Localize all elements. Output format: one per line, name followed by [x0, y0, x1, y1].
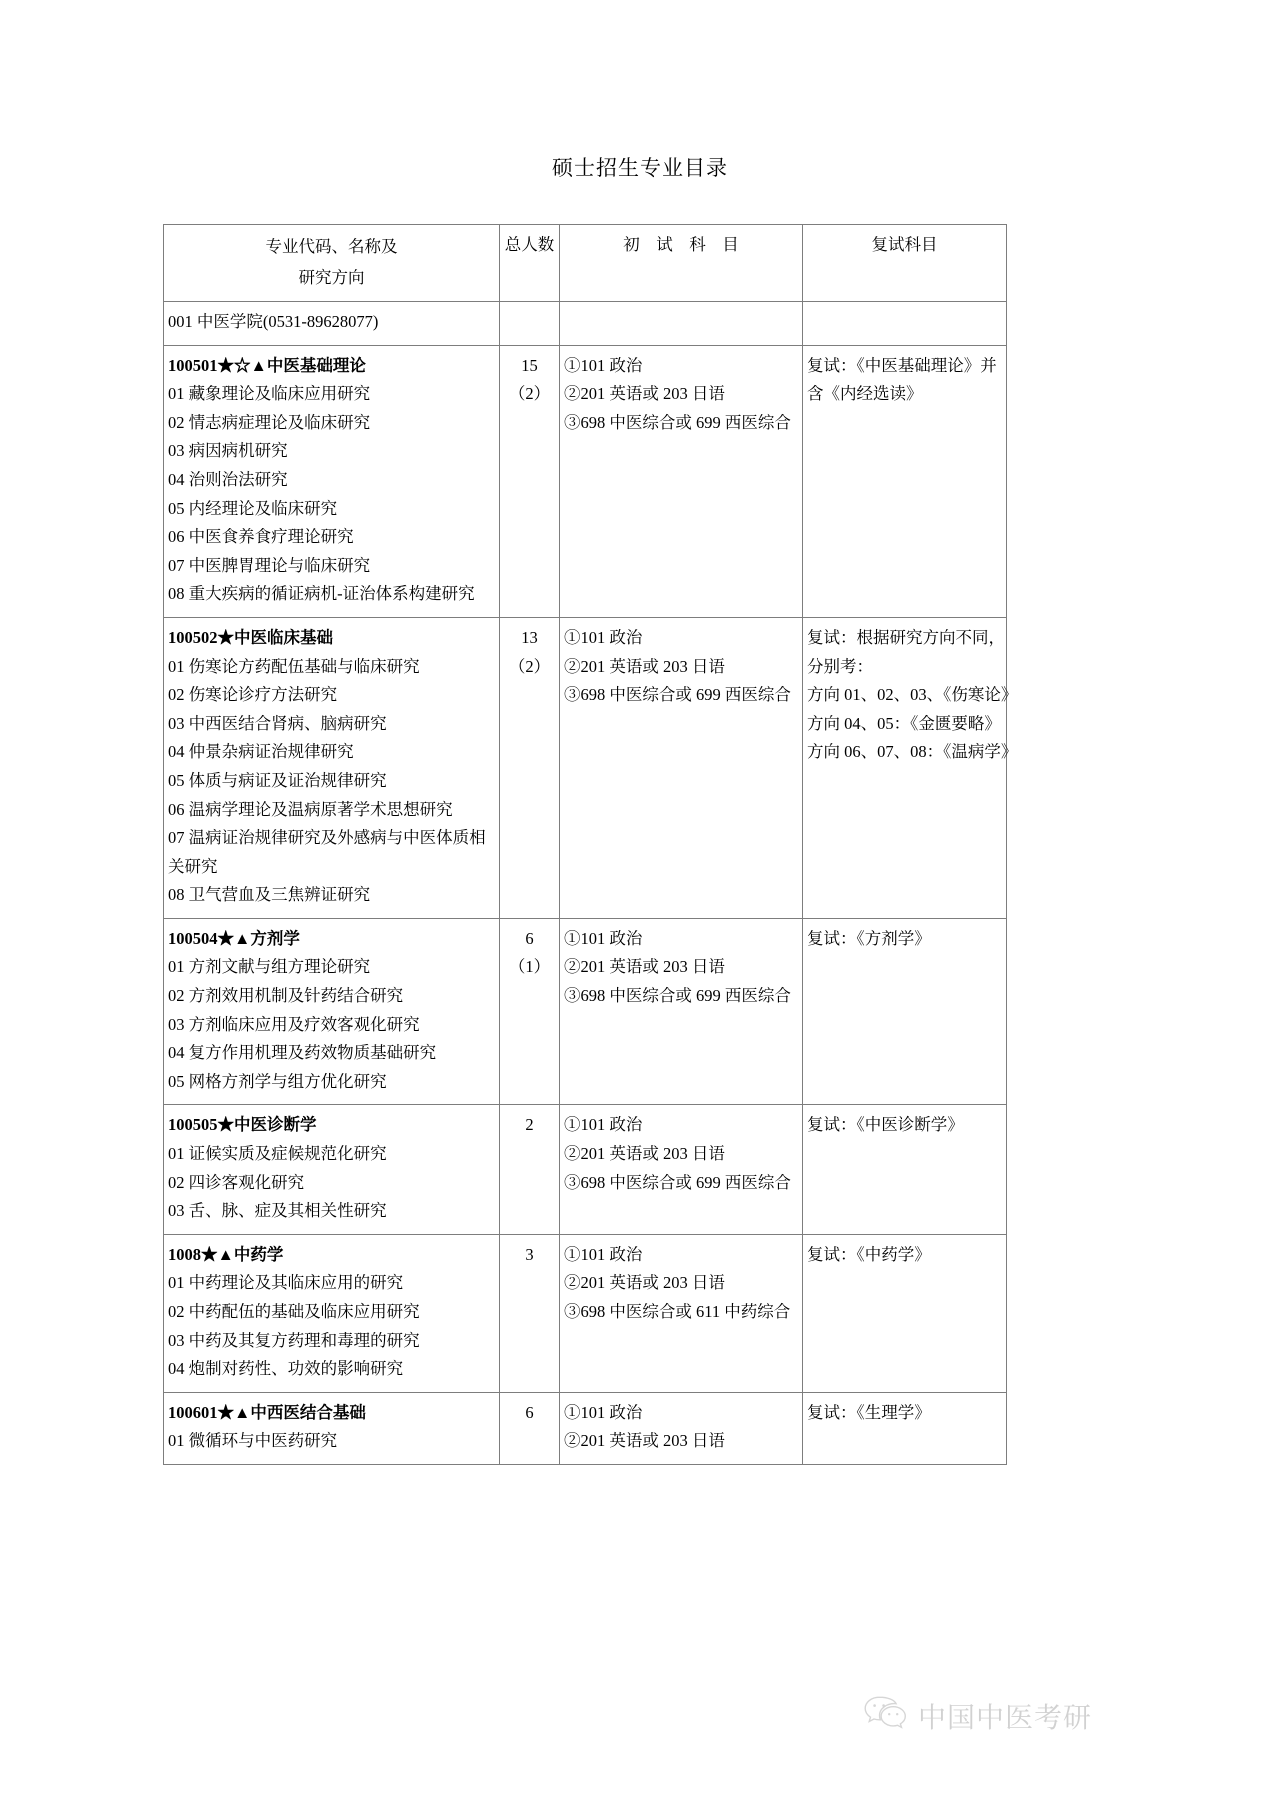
research-direction: 03 中西医结合肾病、脑病研究	[168, 713, 387, 733]
research-direction: 05 内经理论及临床研究	[168, 498, 338, 518]
research-direction: 08 重大疾病的循证病机-证治体系构建研究	[168, 584, 475, 604]
major-cell	[164, 617, 500, 918]
retest-subject: 复试：《方剂学》	[807, 928, 931, 948]
exam-subject: ①101 政治	[564, 627, 643, 647]
research-direction: 02 方剂效用机制及针药结合研究	[168, 986, 404, 1006]
exam-subject: ①101 政治	[564, 928, 643, 948]
major-cell	[164, 1392, 500, 1464]
research-direction: 02 情志病症理论及临床研究	[168, 412, 371, 432]
total-count-value: （2）	[508, 656, 551, 676]
department-row	[164, 302, 1007, 346]
department-retest	[803, 302, 1007, 346]
exam-subjects-cell	[560, 345, 803, 617]
total-count-cell	[500, 1105, 560, 1234]
research-direction: 01 伤寒论方药配伍基础与临床研究	[168, 656, 420, 676]
major-title: 1008★▲中药学	[168, 1244, 284, 1264]
header-major	[164, 225, 500, 302]
research-direction: 03 舌、脉、症及其相关性研究	[168, 1201, 387, 1221]
total-count-cell	[500, 918, 560, 1105]
research-direction: 04 复方作用机理及药效物质基础研究	[168, 1043, 437, 1063]
research-direction: 03 中药及其复方药理和毒理的研究	[168, 1330, 420, 1350]
research-direction: 03 方剂临床应用及疗效客观化研究	[168, 1014, 420, 1034]
total-count-value: 6	[525, 1402, 534, 1422]
exam-subject: ①101 政治	[564, 355, 643, 375]
exam-subjects-cell	[560, 617, 803, 918]
exam-subject: ②201 英语或 203 日语	[564, 1431, 725, 1451]
research-direction: 01 中药理论及其临床应用的研究	[168, 1273, 404, 1293]
retest-subject: 复试：《中医诊断学》	[807, 1115, 964, 1135]
retest-subject: 含《内经选读》	[807, 384, 923, 404]
research-direction: 07 中医脾胃理论与临床研究	[168, 555, 371, 575]
header-count: 总人数	[500, 225, 560, 302]
retest-subjects-cell	[803, 918, 1007, 1105]
total-count-cell	[500, 345, 560, 617]
research-direction: 05 体质与病证及证治规律研究	[168, 770, 387, 790]
research-direction: 01 微循环与中医药研究	[168, 1431, 338, 1451]
table-body	[164, 225, 1018, 1465]
research-direction: 01 方剂文献与组方理论研究	[168, 957, 371, 977]
exam-subject: ①101 政治	[564, 1115, 643, 1135]
research-direction: 06 中医食养食疗理论研究	[168, 527, 354, 547]
exam-subject: ③698 中医综合或 699 西医综合	[564, 1172, 791, 1192]
retest-subjects-cell	[803, 1105, 1007, 1234]
research-direction: 07 温病证治规律研究及外感病与中医体质相关研究	[168, 828, 486, 876]
major-title: 100502★中医临床基础	[168, 627, 333, 647]
research-direction: 04 炮制对药性、功效的影响研究	[168, 1359, 404, 1379]
exam-subject: ①101 政治	[564, 1244, 643, 1264]
research-direction: 06 温病学理论及温病原著学术思想研究	[168, 799, 453, 819]
total-count-value: 15	[521, 355, 538, 375]
exam-subjects-cell	[560, 918, 803, 1105]
total-count-value: （2）	[508, 384, 551, 404]
exam-subjects-cell	[560, 1105, 803, 1234]
total-count-cell	[500, 1234, 560, 1392]
major-cell	[164, 918, 500, 1105]
table-row	[164, 1105, 1007, 1234]
retest-subject: 方向 01、02、03、《伤寒论》	[807, 685, 1018, 705]
research-direction: 03 病因病机研究	[168, 441, 288, 461]
retest-subjects-cell	[803, 1234, 1007, 1392]
table-header-row	[164, 225, 1007, 302]
admissions-catalog-table	[163, 224, 1018, 1465]
retest-subject: 复试：根据研究方向不同，	[807, 627, 1005, 647]
research-direction: 02 四诊客观化研究	[168, 1172, 305, 1192]
wechat-icon	[862, 1694, 908, 1737]
exam-subject: ②201 英语或 203 日语	[564, 384, 725, 404]
watermark-text: 中国中医考研	[918, 1701, 1093, 1733]
retest-subject: 分别考：	[807, 656, 873, 676]
total-count-cell	[500, 617, 560, 918]
table-row	[164, 345, 1007, 617]
retest-subject: 方向 04、05：《金匮要略》	[807, 713, 1001, 733]
exam-subject: ③698 中医综合或 699 西医综合	[564, 685, 791, 705]
header-major-line1: 专业代码、名称及	[265, 237, 398, 256]
department-exam	[560, 302, 803, 346]
watermark	[862, 1694, 1092, 1737]
retest-subject: 复试：《生理学》	[807, 1402, 931, 1422]
total-count-value: 3	[525, 1244, 534, 1264]
major-cell	[164, 345, 500, 617]
exam-subjects-cell	[560, 1234, 803, 1392]
exam-subject: ②201 英语或 203 日语	[564, 656, 725, 676]
table-row	[164, 1392, 1007, 1464]
major-title: 100505★中医诊断学	[168, 1115, 317, 1135]
department-count	[500, 302, 560, 346]
exam-subject: ①101 政治	[564, 1402, 643, 1422]
exam-subject: ③698 中医综合或 699 西医综合	[564, 986, 791, 1006]
retest-subjects-cell	[803, 345, 1007, 617]
header-major-line2: 研究方向	[298, 268, 365, 287]
header-retest: 复试科目	[803, 225, 1007, 302]
retest-subject: 复试：《中医基础理论》并	[807, 355, 997, 375]
exam-subject: ③698 中医综合或 699 西医综合	[564, 412, 791, 432]
total-count-cell	[500, 1392, 560, 1464]
total-count-value: 13	[521, 627, 538, 647]
major-title: 100601★▲中西医结合基础	[168, 1402, 366, 1422]
research-direction: 05 网格方剂学与组方优化研究	[168, 1071, 387, 1091]
retest-subject: 复试：《中药学》	[807, 1244, 931, 1264]
major-cell	[164, 1234, 500, 1392]
table-row	[164, 617, 1007, 918]
table-row	[164, 1234, 1007, 1392]
retest-subject: 方向 06、07、08：《温病学》	[807, 742, 1018, 762]
major-cell	[164, 1105, 500, 1234]
total-count-value: （1）	[508, 957, 551, 977]
research-direction: 08 卫气营血及三焦辨证研究	[168, 885, 371, 905]
header-exam: 初 试 科 目	[560, 225, 803, 302]
research-direction: 02 中药配伍的基础及临床应用研究	[168, 1302, 420, 1321]
total-count-value: 6	[525, 928, 534, 948]
research-direction: 04 治则治法研究	[168, 469, 288, 489]
exam-subject: ②201 英语或 203 日语	[564, 1144, 725, 1164]
retest-subjects-cell	[803, 1392, 1007, 1464]
major-title: 100504★▲方剂学	[168, 928, 300, 948]
exam-subject: ③698 中医综合或 611 中药综合	[564, 1302, 791, 1321]
research-direction: 02 伤寒论诊疗方法研究	[168, 685, 338, 705]
major-title: 100501★☆▲中医基础理论	[168, 355, 366, 375]
table-row	[164, 918, 1007, 1105]
exam-subjects-cell	[560, 1392, 803, 1464]
department-label: 001 中医学院(0531-89628077)	[164, 302, 500, 346]
research-direction: 04 仲景杂病证治规律研究	[168, 742, 354, 762]
exam-subject: ②201 英语或 203 日语	[564, 1273, 725, 1293]
exam-subject: ②201 英语或 203 日语	[564, 957, 725, 977]
research-direction: 01 证候实质及症候规范化研究	[168, 1144, 387, 1164]
retest-subjects-cell	[803, 617, 1018, 918]
research-direction: 01 藏象理论及临床应用研究	[168, 384, 371, 404]
page-title: 硕士招生专业目录	[552, 156, 728, 180]
total-count-value: 2	[525, 1115, 534, 1135]
